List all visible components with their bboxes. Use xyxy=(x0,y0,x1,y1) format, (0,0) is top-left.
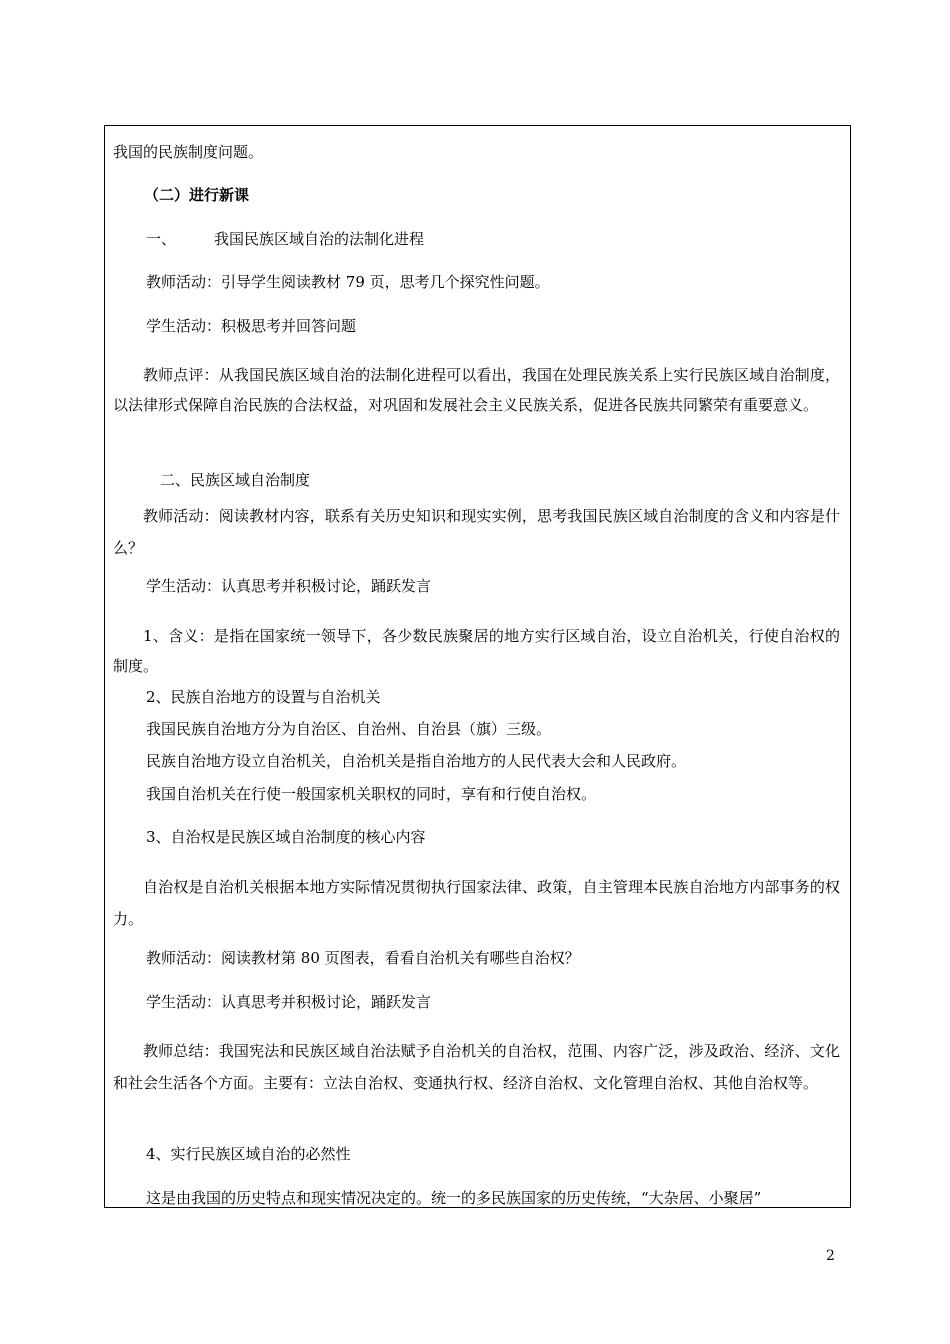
text-line: 我国自治机关在行使一般国家机关职权的同时，享有和行使自治权。 xyxy=(146,785,597,803)
text-line: 学生活动：认真思考并积极讨论，踊跃发言 xyxy=(146,577,432,595)
page-number: 2 xyxy=(826,1248,835,1264)
text-line: 2、民族自治地方的设置与自治机关 xyxy=(146,688,381,706)
text-line: 教师活动：引导学生阅读教材 79 页，思考几个探究性问题。 xyxy=(146,273,550,291)
paragraph: 教师点评：从我国民族区域自治的法制化进程可以看出，我国在处理民族关系上实行民族区域自治制度，以法律形式保障自治民族的合法权益，对巩固和发展社会主义民族关系，促进各民族共同繁荣有重要意义。 xyxy=(113,366,840,414)
text-line: 教师活动：阅读教材第 80 页图表，看看自治机关有哪些自治权？ xyxy=(146,949,580,967)
text-line: 3、自治权是民族区域自治制度的核心内容 xyxy=(146,828,426,846)
subsection-heading: 二、民族区域自治制度 xyxy=(160,471,311,489)
text-line: 这是由我国的历史特点和现实情况决定的。统一的多民族国家的历史传统，“大杂居、小聚居” xyxy=(146,1189,762,1207)
text-line: 4、实行民族区域自治的必然性 xyxy=(146,1145,351,1163)
text-line: 学生活动：认真思考并积极讨论，踊跃发言 xyxy=(146,993,432,1011)
heading-text: 我国民族区域自治的法制化进程 xyxy=(214,230,425,248)
content-frame xyxy=(104,125,851,1208)
text-line: 我国民族自治地方分为自治区、自治州、自治县（旗）三级。 xyxy=(146,720,552,738)
paragraph: 自治权是自治机关根据本地方实际情况贯彻执行国家法律、政策，自主管理本民族自治地方内部事务的权力。 xyxy=(113,878,840,928)
text-line: 民族自治地方设立自治机关，自治机关是指自治地方的人民代表大会和人民政府。 xyxy=(146,752,687,770)
text-line: 学生活动：积极思考并回答问题 xyxy=(146,317,357,335)
section-heading: （二）进行新课 xyxy=(144,186,250,204)
paragraph: 教师活动：阅读教材内容，联系有关历史知识和现实实例，思考我国民族区域自治制度的含义和内容是什么？ xyxy=(113,507,840,557)
heading-number: 一、 xyxy=(146,230,177,248)
paragraph: 1、含义：是指在国家统一领导下，各少数民族聚居的地方实行区域自治，设立自治机关，行使自治权的制度。 xyxy=(113,627,840,675)
paragraph: 教师总结：我国宪法和民族区域自治法赋予自治机关的自治权，范围、内容广泛，涉及政治、经济、文化和社会生活各个方面。主要有：立法自治权、变通执行权、经济自治权、文化管理自治权、其他自治权等。 xyxy=(113,1042,840,1092)
subsection-heading xyxy=(146,229,850,249)
text-line: 我国的民族制度问题。 xyxy=(113,143,264,161)
